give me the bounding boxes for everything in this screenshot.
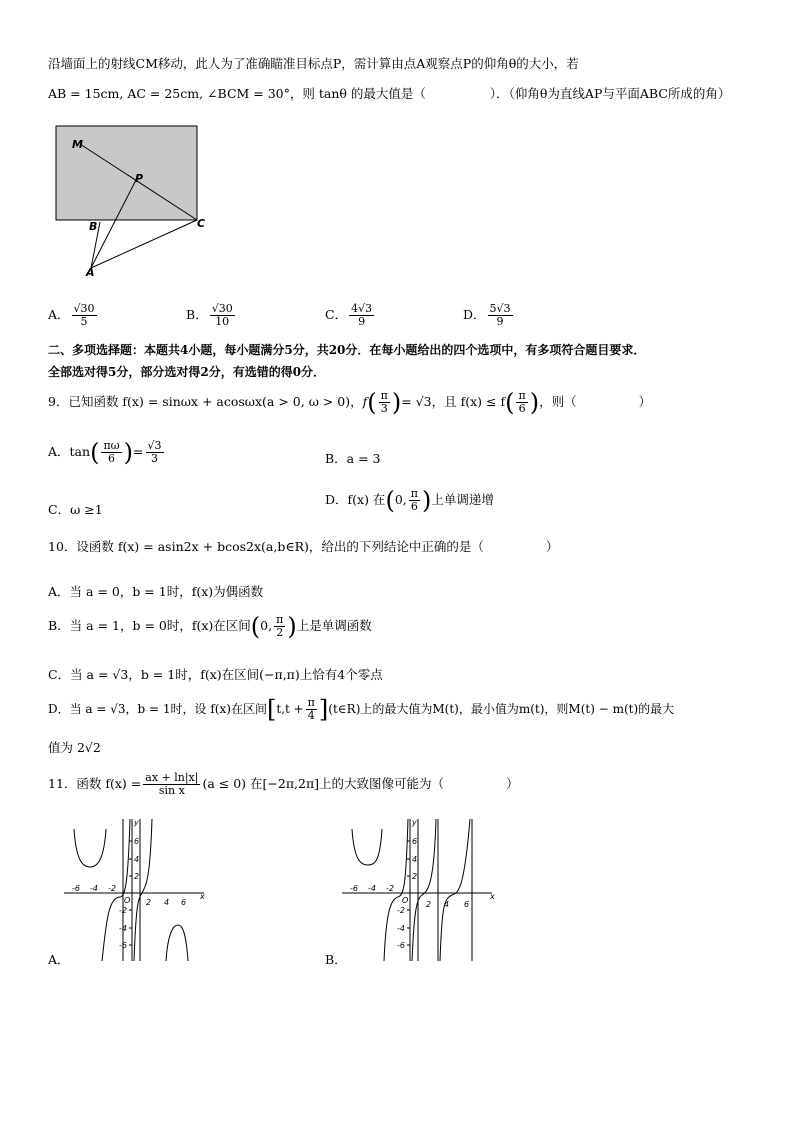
q8-given: AB = 15cm, AC = 25cm, ∠BCM = 30°，则 tanθ 的最大值是（ (48, 86, 426, 101)
curve-right (440, 819, 470, 961)
curve-left-up (74, 829, 106, 867)
x-tick-label: 4 (444, 900, 450, 909)
q8-option-b[interactable]: B． $\frac{√30}{10}$ (186, 302, 233, 329)
q8-option-c[interactable]: C． $\frac{4√3}{9}$ (325, 302, 373, 329)
curve-mid-left (102, 819, 130, 961)
origin-label: O (124, 896, 131, 905)
x-tick-label: -4 (90, 884, 98, 893)
x-tick-label: 2 (426, 900, 432, 909)
y-tick-label: 4 (412, 855, 418, 864)
x-axis-name: x (490, 892, 495, 901)
curve-left-up (352, 829, 382, 865)
label-b: B (89, 220, 98, 233)
label-c: C (197, 217, 206, 230)
x-tick-label: 6 (181, 898, 187, 907)
q9-stem: 9．已知函数 f(x) = sinωx + acosωx(a > 0, ω > 0)，f( $\frac{\pi}{3}$ )= √3，且 f(x) ≤ f( $\frac{\pi}{6}$ )，则（ ） (48, 388, 652, 417)
q10-option-d[interactable]: D．当 a = √3，b = 1时，设 f(x)在区间[t,t + $\frac{\pi}{4}$ ](t∈R)上的最大值为M(t)，最小值为m(t)，则M(t) − m(t)的最大 (48, 695, 675, 724)
q11-option-a-label[interactable]: A． (48, 952, 70, 967)
y-tick-label: -6 (397, 941, 405, 950)
q9-option-a[interactable]: A．tan( $\frac{\pi\omega}{6}$ )= $\frac{√3}{3}$ (48, 438, 162, 467)
q8-stem-line1: 沿墙面上的射线CM移动，此人为了准确瞄准目标点P，需计算由点A观察点P的仰角θ的大小，若 (48, 56, 579, 71)
segment-ac (91, 220, 197, 268)
q10-option-a[interactable]: A．当 a = 0，b = 1时，f(x)为偶函数 (48, 584, 264, 599)
q11-graph-b[interactable] (340, 815, 500, 965)
x-tick-label: 6 (464, 900, 470, 909)
y-tick-label: -4 (397, 924, 405, 933)
y-tick-label: 2 (134, 872, 140, 881)
x-tick-label: -4 (368, 884, 376, 893)
y-tick-label: 6 (134, 837, 140, 846)
q11-graph-a[interactable] (62, 815, 212, 965)
x-tick-label: -6 (350, 884, 358, 893)
y-tick-label: -4 (119, 924, 127, 933)
q8-note: （仰角θ为直线AP与平面ABC所成的角） (508, 86, 731, 101)
q8-option-a[interactable]: A． $\frac{√30}{5}$ (48, 302, 95, 329)
q10-option-b[interactable]: B．当 a = 1，b = 0时，f(x)在区间(0, $\frac{\pi}{2}$ )上是单调函数 (48, 612, 372, 641)
x-tick-label: -2 (386, 884, 394, 893)
x-tick-label: 4 (164, 898, 170, 907)
q9-option-b[interactable]: B．a = 3 (325, 451, 381, 466)
q8-close: ）． (489, 86, 509, 101)
x-tick-label: -6 (72, 884, 80, 893)
y-tick-label: -2 (397, 906, 405, 915)
x-tick-label: -2 (108, 884, 116, 893)
q9-option-d[interactable]: D．f(x) 在(0, $\frac{\pi}{6}$ )上单调递增 (325, 486, 494, 515)
y-axis-name: y (134, 818, 139, 827)
y-tick-label: -2 (119, 906, 127, 915)
label-m: M (72, 138, 83, 151)
y-tick-label: -6 (119, 941, 127, 950)
q11-option-b-label[interactable]: B． (325, 952, 347, 967)
x-tick-label: 2 (146, 898, 152, 907)
y-tick-label: 2 (412, 872, 418, 881)
q10-stem: 10．设函数 f(x) = asin2x + bcos2x(a,b∈R)，给出的下列结论中正确的是（ ） (48, 539, 559, 554)
x-axis-name: x (200, 892, 205, 901)
label-p: P (135, 172, 144, 185)
q8-option-d[interactable]: D． $\frac{5√3}{9}$ (463, 302, 511, 329)
section2-heading: 二、多项选择题：本题共4小题，每小题满分5分，共20分．在每小题给出的四个选项中，有多项符合题目要求． (48, 343, 646, 357)
q10-option-d-cont: 值为 2√2 (48, 740, 101, 755)
q8-figure (50, 122, 220, 282)
origin-label: O (402, 896, 409, 905)
q11-stem: 11．函数 f(x) = $\frac{ax + \ln|x|}{\text{sin x}}$ (a ≤ 0) 在[−2π,2π]上的大致图像可能为（ ） (48, 771, 519, 798)
y-tick-label: 4 (134, 855, 140, 864)
section2-scoring: 全部选对得5分，部分选对得2分，有选错的得0分． (48, 365, 326, 379)
y-tick-label: 6 (412, 837, 418, 846)
label-a: A (86, 266, 95, 279)
q9-option-c[interactable]: C．ω ≥1 (48, 502, 103, 517)
q10-option-c[interactable]: C．当 a = √3，b = 1时，f(x)在区间(−π,π)上恰有4个零点 (48, 667, 383, 682)
q8-stem-line2 (48, 88, 730, 101)
y-axis-name: y (412, 818, 417, 827)
curve-right-down (166, 925, 188, 961)
